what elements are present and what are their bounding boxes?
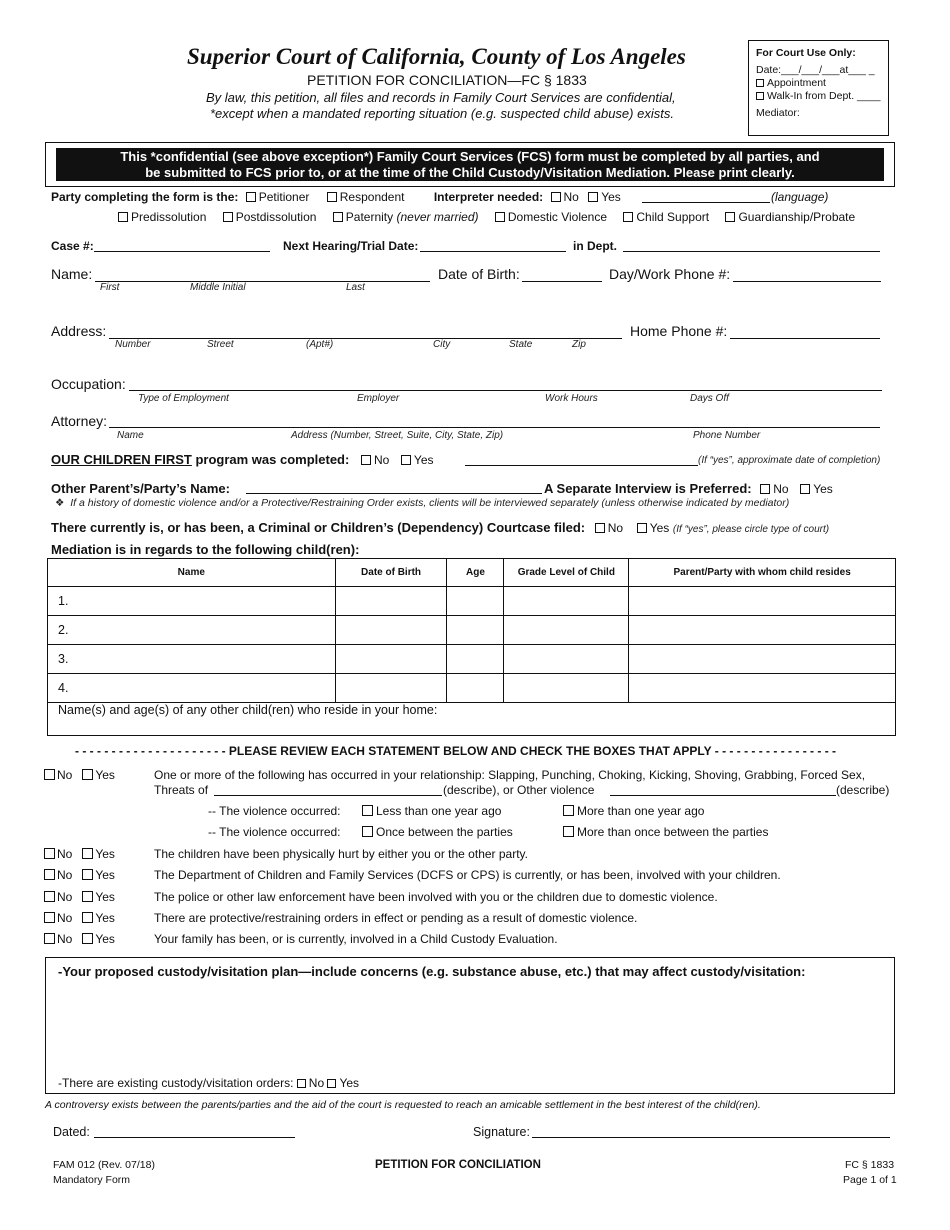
review-heading: - - - - - - - - - - - - - - - - - - - - - PLEASE REVIEW EACH STATEMENT BELOW AND CHECK THE BOXES THAT APPLY - - - - - - - - - - - - - - - - - [75, 744, 837, 758]
signature-field[interactable] [532, 1137, 890, 1138]
dated-label: Dated: [53, 1125, 90, 1139]
diamond-bullet-icon: ❖ [55, 497, 65, 509]
attorney-field[interactable] [109, 427, 880, 428]
appointment-checkbox[interactable] [756, 79, 764, 87]
home-phone-label: Home Phone #: [630, 323, 728, 339]
predissolution-option[interactable]: Predissolution [118, 210, 206, 224]
footer-title: PETITION FOR CONCILIATION [375, 1159, 541, 1171]
employer-caption: Employer [357, 393, 400, 404]
other-children-field[interactable] [47, 701, 896, 736]
child-age-cell[interactable] [447, 645, 504, 674]
table-row [48, 616, 896, 645]
dept-field[interactable] [623, 251, 880, 252]
separate-yes-option[interactable]: Yes [800, 482, 833, 496]
ocf-no-option[interactable]: No [361, 453, 389, 467]
confidential-line-1: By law, this petition, all files and records in Family Court Services are confidential, [206, 90, 676, 105]
s1-describe-other: (describe), or Other violence [443, 783, 595, 797]
custody-plan-box[interactable] [45, 957, 895, 1094]
other-parent-field[interactable] [246, 493, 542, 494]
s3-yes-no[interactable]: No Yes [44, 868, 115, 882]
court-use-box [748, 40, 889, 136]
zip-caption: Zip [572, 339, 586, 350]
paternity-option[interactable]: Paternity (never married) [333, 210, 479, 224]
child-dob-cell[interactable] [335, 645, 447, 674]
domestic-violence-option[interactable]: Domestic Violence [495, 210, 607, 224]
party-row [51, 190, 621, 204]
child-age-cell[interactable] [447, 587, 504, 616]
child-dob-cell[interactable] [335, 674, 447, 703]
court-use-walk-in[interactable]: Walk-In from Dept. ____ [756, 90, 881, 103]
occurred-label-1: -- The violence occurred: [208, 804, 341, 818]
respondent-option[interactable]: Respondent [327, 190, 405, 204]
form-title: PETITION FOR CONCILIATION—FC § 1833 [307, 72, 587, 88]
court-use-title: For Court Use Only: [756, 47, 856, 59]
court-use-mediator: Mediator: [756, 107, 800, 119]
children-table [47, 558, 896, 703]
child-resides-cell[interactable] [629, 674, 896, 703]
name-field[interactable] [95, 281, 430, 282]
confidential-line-2: *except when a mandated reporting situation (e.g. suspected child abuse) exists. [210, 106, 674, 121]
col-header-age: Age [447, 559, 504, 587]
form-number: FAM 012 (Rev. 07/18) [53, 1159, 155, 1171]
guardianship-option[interactable]: Guardianship/Probate [725, 210, 855, 224]
banner-line-2: be submitted to FCS prior to, or at the time of the Child Custody/Visitation Mediation. Please print clearly. [145, 165, 795, 180]
s6-text: Your family has been, or is currently, involved in a Child Custody Evaluation. [154, 932, 558, 946]
controversy-statement: A controversy exists between the parents/parties and the aid of the court is requested to reach an amicable settlement in the best interest of the child(ren). [45, 1099, 761, 1111]
city-caption: City [433, 339, 451, 350]
s1-yes-no[interactable]: No Yes [44, 768, 115, 782]
criminal-label: There currently is, or has been, a Criminal or Children’s (Dependency) Courtcase filed: [51, 520, 586, 535]
less-than-year-option[interactable]: Less than one year ago [362, 804, 501, 818]
child-support-option[interactable]: Child Support [623, 210, 709, 224]
child-grade-cell[interactable] [504, 645, 629, 674]
ocf-note: (If “yes”, approximate date of completion) [698, 455, 881, 466]
banner-line-1: This *confidential (see above exception*) Family Court Services (FCS) form must be completed by all parties, and [120, 149, 820, 164]
s3-text: The Department of Children and Family Services (DCFS or CPS) is currently, or has been, involved with your children. [154, 868, 781, 882]
court-title: Superior Court of California, County of Los Angeles [187, 44, 686, 69]
confidential-banner-frame [45, 142, 895, 187]
child-name-cell[interactable]: 2. [48, 616, 336, 645]
separate-interview-row [544, 481, 833, 496]
dated-field[interactable] [94, 1137, 295, 1138]
type-employment-caption: Type of Employment [138, 393, 229, 404]
interpreter-label: Interpreter needed: [433, 190, 544, 204]
day-phone-field[interactable] [733, 281, 881, 282]
col-header-dob: Date of Birth [335, 559, 447, 587]
street-caption: Street [207, 339, 234, 350]
address-label: Address: [51, 323, 107, 339]
threats-field[interactable] [214, 795, 442, 796]
child-name-cell[interactable]: 1. [48, 587, 336, 616]
ocf-row: OUR CHILDREN FIRST program was completed: No Yes [51, 452, 434, 467]
court-use-date: Date:___/___/___at___ _ [756, 64, 875, 76]
last-caption: Last [346, 282, 365, 293]
child-name-cell[interactable]: 3. [48, 645, 336, 674]
child-age-cell[interactable] [447, 616, 504, 645]
mandatory-form: Mandatory Form [53, 1174, 131, 1186]
language-line[interactable] [642, 202, 770, 203]
case-number-label: Case #: [51, 239, 94, 253]
child-age-cell[interactable] [447, 674, 504, 703]
ocf-label: OUR CHILDREN FIRST [51, 452, 192, 467]
child-dob-cell[interactable] [335, 587, 447, 616]
petitioner-option[interactable]: Petitioner [246, 190, 310, 204]
col-header-resides: Parent/Party with whom child resides [629, 559, 896, 587]
s2-text: The children have been physically hurt by either you or the other party. [154, 847, 528, 861]
s1-threats-label: Threats of [154, 783, 209, 797]
other-children-label: Name(s) and age(s) of any other child(ren) who reside in your home: [58, 703, 438, 717]
footer-code: FC § 1833 [845, 1159, 895, 1171]
attorney-phone-caption: Phone Number [693, 430, 761, 441]
once-option[interactable]: Once between the parties [362, 825, 513, 839]
first-caption: First [100, 282, 120, 293]
separate-interview-label: A Separate Interview is Preferred: [544, 481, 752, 496]
next-hearing-field[interactable] [420, 251, 566, 252]
court-use-appointment[interactable]: Appointment [756, 77, 881, 90]
party-label: Party completing the form is the: [51, 190, 239, 204]
col-header-grade: Grade Level of Child [504, 559, 629, 587]
day-phone-label: Day/Work Phone #: [609, 266, 731, 282]
col-header-name: Name [48, 559, 336, 587]
existing-no-option[interactable]: No [297, 1076, 324, 1090]
dob-label: Date of Birth: [438, 266, 520, 282]
interpreter-no-option[interactable]: No [551, 190, 579, 204]
dob-field[interactable] [522, 281, 602, 282]
criminal-no-option[interactable]: No [595, 521, 623, 535]
child-grade-cell[interactable] [504, 674, 629, 703]
interpreter-yes-option[interactable]: Yes [588, 190, 621, 204]
child-resides-cell[interactable] [629, 645, 896, 674]
language-label: (language) [771, 190, 829, 204]
apt-caption: (Apt#) [306, 339, 334, 350]
state-caption: State [509, 339, 533, 350]
s1-describe: (describe) [836, 783, 890, 797]
child-grade-cell[interactable] [504, 587, 629, 616]
ocf-date-field[interactable] [465, 465, 698, 466]
criminal-row [51, 520, 829, 535]
table-row [48, 674, 896, 703]
child-resides-cell[interactable] [629, 587, 896, 616]
table-row [48, 587, 896, 616]
s5-yes-no[interactable]: No Yes [44, 911, 115, 925]
other-parent-label: Other Parent’s/Party’s Name: [51, 481, 230, 496]
child-name-cell[interactable]: 4. [48, 674, 336, 703]
next-hearing-label: Next Hearing/Trial Date: [283, 239, 419, 253]
dv-note: ❖ If a history of domestic violence and/or a Protective/Restraining Order exists, clients will be interviewed separately (unless otherwise indicated by mediator) [55, 497, 790, 509]
more-than-once-option[interactable]: More than once between the parties [563, 825, 768, 839]
address-field[interactable] [109, 338, 622, 339]
middle-caption: Middle Initial [190, 282, 246, 293]
occurred-label-2: -- The violence occurred: [208, 825, 341, 839]
case-type-row [118, 210, 855, 224]
children-heading: Mediation is in regards to the following child(ren): [51, 542, 360, 557]
existing-orders-label: -There are existing custody/visitation orders: [58, 1076, 294, 1090]
number-caption: Number [115, 339, 151, 350]
home-phone-field[interactable] [730, 338, 880, 339]
child-grade-cell[interactable] [504, 616, 629, 645]
table-row [48, 645, 896, 674]
plan-heading: -Your proposed custody/visitation plan—include concerns (e.g. substance abuse, etc.) that may affect custody/visitation: [58, 964, 806, 979]
walk-in-checkbox[interactable] [756, 92, 764, 100]
child-dob-cell[interactable] [335, 616, 447, 645]
criminal-yes-option[interactable]: Yes [637, 521, 670, 535]
work-hours-caption: Work Hours [545, 393, 598, 404]
s1-line-1: One or more of the following has occurred in your relationship: Slapping, Punching, Choking, Kicking, Shoving, Grabbing, Forced Sex, [154, 768, 866, 782]
child-resides-cell[interactable] [629, 616, 896, 645]
attorney-name-caption: Name [117, 430, 144, 441]
occupation-field[interactable] [129, 390, 882, 391]
more-than-year-option[interactable]: More than one year ago [563, 804, 704, 818]
postdissolution-option[interactable]: Postdissolution [223, 210, 317, 224]
s4-text: The police or other law enforcement have been involved with you or the children due to domestic violence. [154, 890, 718, 904]
ocf-yes-option[interactable]: Yes [401, 453, 434, 467]
s2-yes-no[interactable]: No Yes [44, 847, 115, 861]
page-number: Page 1 of 1 [843, 1174, 897, 1186]
occupation-label: Occupation: [51, 376, 126, 392]
in-dept-label: in Dept. [573, 239, 617, 253]
s4-yes-no[interactable]: No Yes [44, 890, 115, 904]
days-off-caption: Days Off [690, 393, 729, 404]
existing-yes-option[interactable]: Yes [327, 1076, 359, 1090]
case-number-field[interactable] [94, 251, 270, 252]
signature-label: Signature: [473, 1125, 530, 1139]
attorney-label: Attorney: [51, 413, 108, 429]
attorney-address-caption: Address (Number, Street, Suite, City, State, Zip) [291, 430, 504, 441]
other-violence-field[interactable] [610, 795, 836, 796]
confidential-banner [56, 148, 884, 181]
s6-yes-no[interactable]: No Yes [44, 932, 115, 946]
criminal-note: (If “yes”, please circle type of court) [672, 524, 830, 535]
existing-orders-row [58, 1076, 359, 1090]
s5-text: There are protective/restraining orders in effect or pending as a result of domestic violence. [154, 911, 638, 925]
name-label: Name: [51, 266, 93, 282]
separate-no-option[interactable]: No [760, 482, 788, 496]
